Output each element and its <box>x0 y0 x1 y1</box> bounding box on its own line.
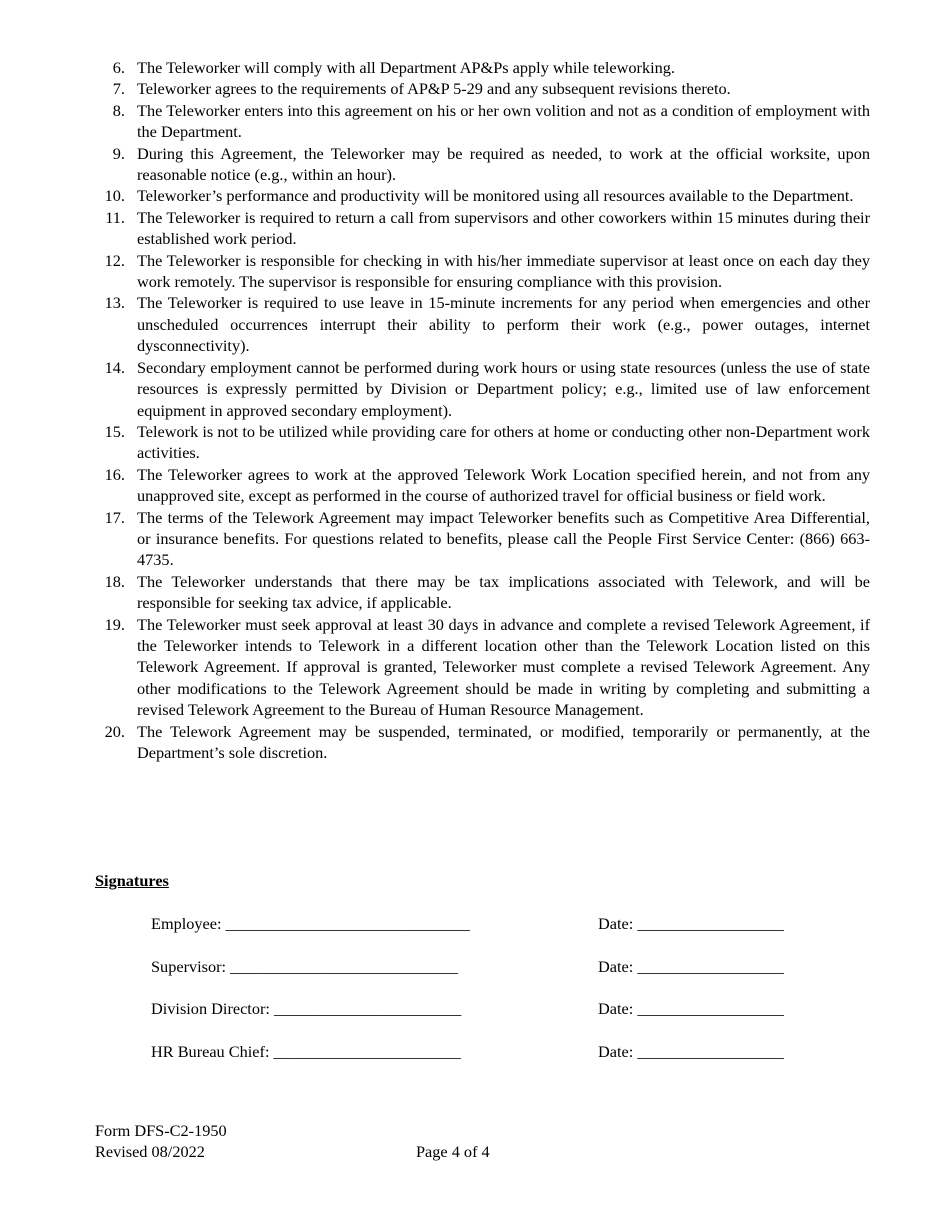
division-director-date-line[interactable]: Date: __________________ <box>598 999 784 1018</box>
list-item <box>95 250 870 293</box>
item-text: The Teleworker enters into this agreement on his or her own volition and not as a condition of employment with the Department. <box>137 100 870 142</box>
list-item <box>95 507 870 571</box>
hr-bureau-chief-signature-line[interactable]: HR Bureau Chief: _______________________ <box>151 1042 461 1061</box>
employee-date-line[interactable]: Date: __________________ <box>598 914 784 933</box>
list-item <box>95 78 870 99</box>
item-text: Teleworker agrees to the requirements of AP&P 5-29 and any subsequent revisions thereto. <box>137 79 731 99</box>
form-id: Form DFS-C2-1950 <box>95 1121 227 1140</box>
item-text: Teleworker’s performance and productivity will be monitored using all resources available to the Department. <box>137 186 854 206</box>
item-number: 10. <box>104 186 125 206</box>
item-number: 14. <box>104 357 125 377</box>
list-item <box>95 614 870 721</box>
supervisor-signature-line[interactable]: Supervisor: ____________________________ <box>151 957 459 976</box>
list-item <box>95 721 870 764</box>
supervisor-date-line[interactable]: Date: __________________ <box>598 957 784 976</box>
signatures-heading: Signatures <box>95 871 169 890</box>
item-number: 9. <box>112 143 125 163</box>
item-number: 20. <box>104 721 125 741</box>
revision-date: Revised 08/2022 <box>95 1142 205 1161</box>
list-item <box>95 185 870 206</box>
item-text: The Teleworker must seek approval at least 30 days in advance and complete a revised Telework Agreement, if the Teleworker intends to Telework in a different location other than the Telework Location listed on this Telework Agreement. If approval is granted, Teleworker must complete a revised Telework Agreement. Any other modifications to the Telework Agreement should be made in writing by completing and submitting a revised Telework Agreement to the Bureau of Human Resource Management. <box>137 614 870 720</box>
list-item <box>95 207 870 250</box>
item-text: Secondary employment cannot be performed during work hours or using state resources (unless the use of state resources is expressly permitted by Division or Department policy; e.g., limited use of law enforcement equipment in approved secondary employment). <box>137 357 870 420</box>
page-number: Page 4 of 4 <box>416 1142 490 1161</box>
item-number: 15. <box>104 421 125 441</box>
item-text: The Teleworker understands that there may be tax implications associated with Telework, and will be responsible for seeking tax advice, if applicable. <box>137 571 870 613</box>
hr-bureau-chief-date-line[interactable]: Date: __________________ <box>598 1042 784 1061</box>
item-number: 6. <box>112 58 125 77</box>
item-number: 16. <box>104 464 125 484</box>
terms-list <box>95 57 870 763</box>
item-text: The Teleworker will comply with all Department AP&Ps apply while teleworking. <box>137 58 675 77</box>
item-number: 12. <box>104 250 125 270</box>
list-item <box>95 421 870 464</box>
item-text: The Teleworker agrees to work at the approved Telework Work Location specified herein, and not from any unapproved site, except as performed in the course of authorized travel for official business or field work. <box>137 464 870 506</box>
item-text: The Teleworker is required to return a call from supervisors and other coworkers within 15 minutes during their established work period. <box>137 207 870 249</box>
list-item <box>95 57 870 78</box>
list-item <box>95 292 870 356</box>
item-text: Telework is not to be utilized while providing care for others at home or conducting other non-Department work activities. <box>137 421 870 463</box>
item-number: 18. <box>104 571 125 591</box>
list-item <box>95 571 870 614</box>
item-text: The Teleworker is responsible for checking in with his/her immediate supervisor at least once on each day they work remotely. The supervisor is responsible for ensuring compliance with this provision. <box>137 250 870 292</box>
item-text: The Telework Agreement may be suspended, terminated, or modified, temporarily or permanently, at the Department’s sole discretion. <box>137 721 870 762</box>
list-item <box>95 464 870 507</box>
item-number: 8. <box>112 100 125 120</box>
item-number: 13. <box>104 293 125 313</box>
item-text: During this Agreement, the Teleworker may be required as needed, to work at the official worksite, upon reasonable notice (e.g., within an hour). <box>137 143 870 185</box>
item-text: The Teleworker is required to use leave in 15-minute increments for any period when emergencies and other unscheduled occurrences interrupt their ability to perform their work (e.g., power outages, internet dysconnectivity). <box>137 293 870 356</box>
list-item <box>95 143 870 186</box>
division-director-signature-line[interactable]: Division Director: _______________________ <box>151 999 462 1018</box>
item-number: 7. <box>112 79 125 99</box>
item-number: 11. <box>105 207 125 227</box>
list-item <box>95 357 870 421</box>
item-number: 17. <box>104 507 125 527</box>
list-item <box>95 100 870 143</box>
item-number: 19. <box>104 614 125 634</box>
employee-signature-line[interactable]: Employee: ______________________________ <box>151 914 470 933</box>
item-text: The terms of the Telework Agreement may impact Teleworker benefits such as Competitive Area Differential, or insurance benefits. For questions related to benefits, please call the People First Service Center: (866) 663-4735. <box>137 507 870 570</box>
